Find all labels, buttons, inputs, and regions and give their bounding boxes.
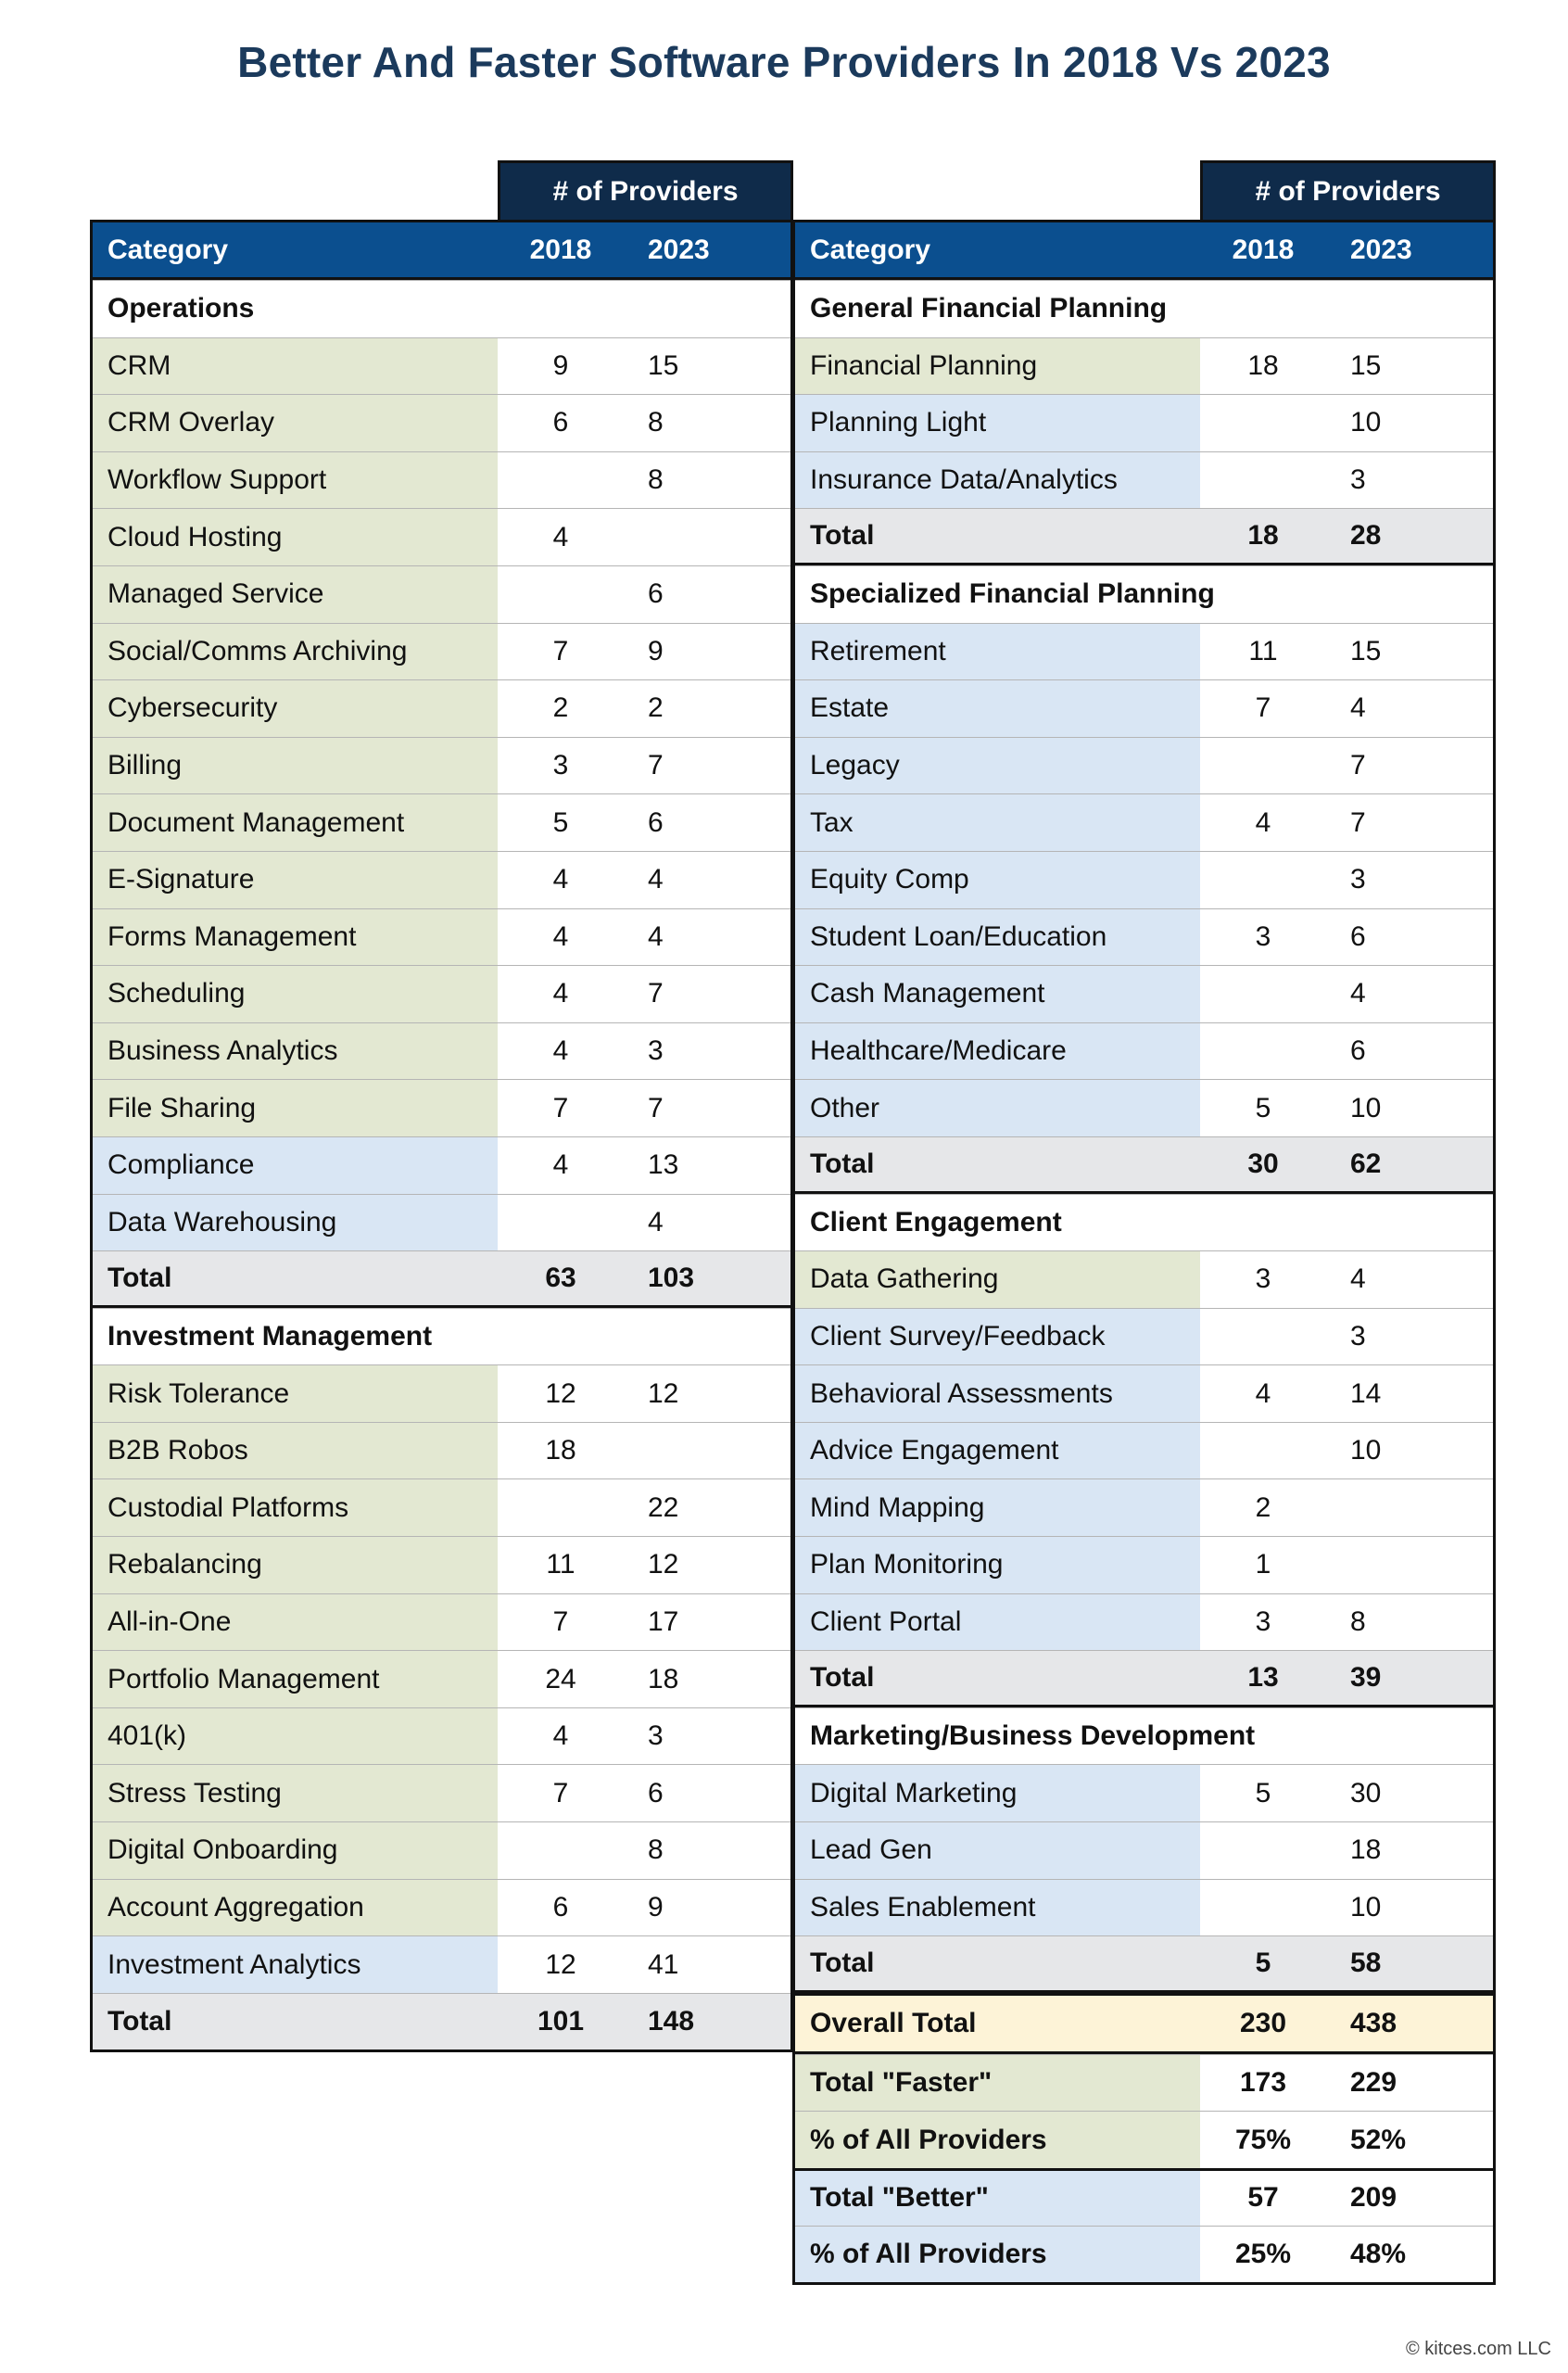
summary-row bbox=[795, 2054, 1493, 2112]
category-cell: Scheduling bbox=[93, 966, 498, 1022]
table-row bbox=[93, 623, 790, 680]
table-row bbox=[93, 337, 790, 395]
category-cell: Compliance bbox=[93, 1137, 498, 1194]
category-cell: Total bbox=[810, 1148, 875, 1179]
category-cell: CRM Overlay bbox=[93, 395, 498, 451]
table-row bbox=[93, 1478, 790, 1536]
value-2023-cell: 3 bbox=[1350, 1320, 1366, 1351]
value-2018-cell bbox=[1200, 1880, 1326, 1936]
total-row bbox=[795, 1650, 1493, 1707]
value-2018-cell: 30 bbox=[1247, 1148, 1279, 1179]
category-cell: Legacy bbox=[795, 738, 1200, 794]
total-row bbox=[795, 1935, 1493, 1993]
table-row bbox=[795, 793, 1493, 851]
value-2023-cell: 10 bbox=[1350, 1891, 1382, 1923]
value-2018-cell bbox=[1200, 852, 1326, 908]
category-cell: Equity Comp bbox=[795, 852, 1200, 908]
table-row bbox=[795, 337, 1493, 395]
value-2018-cell: 12 bbox=[545, 1948, 576, 1980]
total-row bbox=[93, 1993, 790, 2050]
value-2018-cell: 9 bbox=[552, 349, 569, 381]
table-row bbox=[93, 394, 790, 451]
section-title: Investment Management bbox=[107, 1320, 433, 1351]
table-row bbox=[93, 1650, 790, 1707]
value-2018-cell: 11 bbox=[1248, 635, 1278, 666]
value-2023-cell bbox=[1326, 1479, 1493, 1536]
table-row bbox=[795, 1536, 1493, 1593]
value-2023-cell: 15 bbox=[1350, 349, 1382, 381]
value-2018-cell: 101 bbox=[537, 2006, 585, 2037]
table-row bbox=[795, 737, 1493, 794]
category-cell: Account Aggregation bbox=[93, 1880, 498, 1936]
category-cell: Total "Better" bbox=[795, 2171, 1200, 2226]
category-cell: Student Loan/Education bbox=[795, 909, 1200, 966]
value-2023-cell: 6 bbox=[648, 1777, 664, 1808]
value-2023-cell: 8 bbox=[648, 407, 664, 438]
value-2018-cell: 4 bbox=[552, 978, 569, 1009]
value-2023-cell: 12 bbox=[648, 1377, 679, 1409]
category-cell: Rebalancing bbox=[93, 1537, 498, 1593]
table-row bbox=[93, 508, 790, 565]
value-2018-cell: 5 bbox=[1255, 1777, 1271, 1808]
table-row bbox=[795, 679, 1493, 737]
table-row bbox=[93, 1022, 790, 1080]
value-2018-cell bbox=[1200, 738, 1326, 794]
category-cell: Total bbox=[107, 2006, 172, 2037]
section-header-row bbox=[795, 1707, 1493, 1765]
value-2018-cell: 4 bbox=[1255, 806, 1271, 838]
value-2023-cell: 7 bbox=[648, 978, 664, 1009]
value-2018-cell: 4 bbox=[1255, 1377, 1271, 1409]
value-2023-cell: 4 bbox=[648, 920, 664, 952]
table-row bbox=[93, 679, 790, 737]
category-cell: CRM bbox=[93, 338, 498, 395]
value-2018-cell bbox=[1200, 1309, 1326, 1365]
category-header: Category bbox=[810, 234, 931, 265]
table-row bbox=[93, 1079, 790, 1136]
value-2018-cell: 75% bbox=[1234, 2124, 1292, 2155]
value-2018-cell: 4 bbox=[552, 920, 569, 952]
table-row bbox=[795, 1593, 1493, 1651]
value-2023-cell: 30 bbox=[1350, 1777, 1382, 1808]
value-2023-cell: 4 bbox=[648, 1206, 664, 1237]
value-2018-cell: 63 bbox=[545, 1262, 576, 1293]
value-2018-cell: 4 bbox=[552, 864, 569, 895]
category-cell: Lead Gen bbox=[795, 1822, 1200, 1879]
section-header-row bbox=[93, 280, 790, 337]
category-cell: 401(k) bbox=[93, 1708, 498, 1765]
value-2023-cell: 2 bbox=[648, 692, 664, 724]
right-table-panel bbox=[792, 160, 1496, 2285]
category-cell: Estate bbox=[795, 680, 1200, 737]
category-cell: Custodial Platforms bbox=[93, 1479, 498, 1536]
value-2018-cell: 6 bbox=[552, 407, 569, 438]
table-row bbox=[93, 1821, 790, 1879]
value-2023-cell: 7 bbox=[1350, 750, 1366, 781]
category-cell: Managed Service bbox=[93, 566, 498, 623]
category-cell: Risk Tolerance bbox=[93, 1365, 498, 1422]
category-cell: Total bbox=[810, 520, 875, 552]
value-2023-cell: 4 bbox=[648, 864, 664, 895]
category-cell: Social/Comms Archiving bbox=[93, 624, 498, 680]
value-2018-cell bbox=[498, 1822, 624, 1879]
category-cell: % of All Providers bbox=[795, 2227, 1200, 2283]
category-cell: Digital Marketing bbox=[795, 1765, 1200, 1821]
table-row bbox=[795, 1250, 1493, 1308]
category-cell: Behavioral Assessments bbox=[795, 1365, 1200, 1422]
table-row bbox=[93, 1935, 790, 1993]
value-2023-cell: 9 bbox=[648, 635, 664, 666]
value-2018-cell: 18 bbox=[1247, 520, 1279, 552]
category-cell: Total bbox=[107, 1262, 172, 1293]
category-cell: All-in-One bbox=[93, 1594, 498, 1651]
value-2023-cell: 148 bbox=[648, 2006, 695, 2037]
table-row bbox=[795, 965, 1493, 1022]
value-2023-cell: 10 bbox=[1350, 407, 1382, 438]
providers-header: # of Providers bbox=[1200, 160, 1496, 220]
category-cell: Cash Management bbox=[795, 966, 1200, 1022]
value-2023-cell: 4 bbox=[1350, 692, 1366, 724]
value-2018-cell: 3 bbox=[1255, 1263, 1271, 1295]
column-header-row bbox=[93, 222, 790, 280]
table-row bbox=[93, 1422, 790, 1479]
value-2018-cell bbox=[498, 566, 624, 623]
table-row bbox=[93, 1764, 790, 1821]
value-2023-cell: 3 bbox=[648, 1720, 664, 1752]
category-cell: B2B Robos bbox=[93, 1423, 498, 1479]
value-2018-cell: 4 bbox=[552, 1720, 569, 1752]
year-2018-header: 2018 bbox=[529, 234, 592, 265]
table-row bbox=[93, 451, 790, 509]
category-cell: Total bbox=[810, 1662, 875, 1694]
value-2018-cell bbox=[1200, 966, 1326, 1022]
category-cell: Investment Analytics bbox=[93, 1936, 498, 1993]
value-2018-cell: 5 bbox=[1255, 1948, 1271, 1979]
section-header-row bbox=[795, 565, 1493, 623]
value-2023-cell: 62 bbox=[1350, 1148, 1382, 1179]
section-title: Specialized Financial Planning bbox=[810, 578, 1215, 610]
providers-header-row bbox=[90, 160, 793, 220]
table-row bbox=[795, 1764, 1493, 1821]
table-row bbox=[93, 965, 790, 1022]
table-row bbox=[93, 737, 790, 794]
value-2018-cell: 2 bbox=[552, 692, 569, 724]
table-row bbox=[93, 565, 790, 623]
table-row bbox=[795, 1079, 1493, 1136]
value-2023-cell: 209 bbox=[1350, 2182, 1397, 2214]
value-2023-cell: 4 bbox=[1350, 1263, 1366, 1295]
table-row bbox=[795, 394, 1493, 451]
value-2023-cell bbox=[624, 509, 790, 565]
value-2018-cell: 4 bbox=[552, 1149, 569, 1181]
value-2018-cell: 18 bbox=[545, 1435, 576, 1466]
category-cell: File Sharing bbox=[93, 1080, 498, 1136]
category-cell: Advice Engagement bbox=[795, 1423, 1200, 1479]
table-row bbox=[795, 1022, 1493, 1080]
value-2018-cell: 7 bbox=[552, 1092, 569, 1123]
value-2023-cell: 9 bbox=[648, 1891, 664, 1923]
value-2018-cell bbox=[1200, 1822, 1326, 1879]
value-2023-cell: 14 bbox=[1350, 1377, 1382, 1409]
section-header-row bbox=[795, 1194, 1493, 1251]
value-2023-cell: 48% bbox=[1350, 2238, 1407, 2269]
value-2018-cell: 4 bbox=[552, 1035, 569, 1067]
value-2023-cell: 229 bbox=[1350, 2067, 1397, 2099]
table-row bbox=[795, 1821, 1493, 1879]
value-2018-cell: 5 bbox=[552, 806, 569, 838]
category-cell: Cybersecurity bbox=[93, 680, 498, 737]
value-2018-cell: 1 bbox=[1255, 1549, 1271, 1580]
section-title: General Financial Planning bbox=[810, 293, 1168, 324]
table-row bbox=[93, 1136, 790, 1194]
value-2023-cell: 8 bbox=[648, 1834, 664, 1866]
category-cell: Tax bbox=[795, 794, 1200, 851]
category-cell: Healthcare/Medicare bbox=[795, 1023, 1200, 1080]
category-cell: Data Warehousing bbox=[93, 1195, 498, 1251]
table-row bbox=[795, 1879, 1493, 1936]
value-2018-cell: 24 bbox=[545, 1663, 576, 1694]
category-cell: Client Survey/Feedback bbox=[795, 1309, 1200, 1365]
table-row bbox=[795, 1364, 1493, 1422]
section-header-row bbox=[795, 280, 1493, 337]
value-2018-cell: 5 bbox=[1255, 1092, 1271, 1123]
value-2018-cell bbox=[1200, 452, 1326, 509]
section-title: Marketing/Business Development bbox=[810, 1720, 1256, 1752]
summary-row bbox=[795, 1993, 1493, 2054]
category-cell: Portfolio Management bbox=[93, 1651, 498, 1707]
table-row bbox=[795, 851, 1493, 908]
value-2018-cell: 11 bbox=[546, 1549, 575, 1580]
left-table bbox=[90, 220, 793, 2052]
value-2023-cell: 22 bbox=[648, 1491, 679, 1523]
value-2023-cell: 7 bbox=[648, 750, 664, 781]
table-row bbox=[93, 1194, 790, 1251]
value-2018-cell: 4 bbox=[552, 521, 569, 552]
value-2023-cell: 15 bbox=[648, 349, 679, 381]
category-header: Category bbox=[107, 234, 229, 265]
value-2023-cell: 41 bbox=[648, 1948, 679, 1980]
table-row bbox=[93, 908, 790, 966]
value-2023-cell bbox=[624, 1423, 790, 1479]
total-row bbox=[93, 1250, 790, 1308]
summary-row bbox=[795, 2168, 1493, 2226]
value-2018-cell bbox=[498, 1195, 624, 1251]
value-2018-cell: 173 bbox=[1239, 2067, 1287, 2099]
value-2018-cell: 13 bbox=[1247, 1662, 1279, 1694]
category-cell: Billing bbox=[93, 738, 498, 794]
value-2023-cell: 6 bbox=[648, 578, 664, 610]
value-2023-cell: 17 bbox=[648, 1605, 679, 1637]
total-row bbox=[795, 508, 1493, 565]
category-cell: Workflow Support bbox=[93, 452, 498, 509]
value-2018-cell: 3 bbox=[552, 750, 569, 781]
value-2018-cell bbox=[1200, 1423, 1326, 1479]
value-2023-cell: 438 bbox=[1350, 2007, 1397, 2038]
table-row bbox=[795, 623, 1493, 680]
category-cell: Overall Total bbox=[810, 2007, 977, 2038]
value-2023-cell: 6 bbox=[648, 806, 664, 838]
table-row bbox=[795, 1422, 1493, 1479]
value-2023-cell: 7 bbox=[1350, 806, 1366, 838]
value-2023-cell: 39 bbox=[1350, 1662, 1382, 1694]
value-2023-cell: 3 bbox=[1350, 864, 1366, 895]
value-2023-cell: 8 bbox=[648, 464, 664, 496]
value-2023-cell: 103 bbox=[648, 1262, 695, 1293]
value-2018-cell bbox=[498, 452, 624, 509]
value-2023-cell: 58 bbox=[1350, 1948, 1382, 1979]
value-2023-cell: 10 bbox=[1350, 1092, 1382, 1123]
section-title: Client Engagement bbox=[810, 1206, 1062, 1237]
value-2023-cell: 10 bbox=[1350, 1435, 1382, 1466]
value-2023-cell: 3 bbox=[648, 1035, 664, 1067]
category-cell: Plan Monitoring bbox=[795, 1537, 1200, 1593]
section-header-row bbox=[93, 1308, 790, 1365]
category-cell: Mind Mapping bbox=[795, 1479, 1200, 1536]
table-row bbox=[795, 451, 1493, 509]
value-2023-cell: 12 bbox=[648, 1549, 679, 1580]
value-2023-cell: 4 bbox=[1350, 978, 1366, 1009]
value-2018-cell bbox=[1200, 1023, 1326, 1080]
table-row bbox=[93, 1707, 790, 1765]
page-title: Better And Faster Software Providers In 2018 Vs 2023 bbox=[237, 38, 1331, 86]
category-cell: Client Portal bbox=[795, 1594, 1200, 1651]
table-row bbox=[795, 1478, 1493, 1536]
value-2018-cell: 7 bbox=[552, 635, 569, 666]
total-row bbox=[795, 1136, 1493, 1194]
value-2018-cell: 57 bbox=[1247, 2182, 1279, 2214]
category-cell: Insurance Data/Analytics bbox=[795, 452, 1200, 509]
table-row bbox=[93, 851, 790, 908]
value-2018-cell: 3 bbox=[1255, 1605, 1271, 1637]
value-2023-cell bbox=[1326, 1537, 1493, 1593]
category-cell: Total bbox=[810, 1948, 875, 1979]
category-cell: Total "Faster" bbox=[795, 2055, 1200, 2112]
table-row bbox=[795, 908, 1493, 966]
providers-header-row bbox=[792, 160, 1496, 220]
value-2018-cell: 25% bbox=[1234, 2238, 1292, 2269]
year-2018-header: 2018 bbox=[1232, 234, 1295, 265]
value-2018-cell bbox=[498, 1479, 624, 1536]
summary-row bbox=[795, 2226, 1493, 2283]
value-2018-cell: 3 bbox=[1255, 920, 1271, 952]
value-2023-cell: 18 bbox=[1350, 1834, 1382, 1866]
category-cell: Forms Management bbox=[93, 909, 498, 966]
value-2023-cell: 18 bbox=[648, 1663, 679, 1694]
left-table-panel bbox=[90, 160, 793, 2052]
value-2023-cell: 6 bbox=[1350, 1035, 1366, 1067]
category-cell: Sales Enablement bbox=[795, 1880, 1200, 1936]
category-cell: Cloud Hosting bbox=[93, 509, 498, 565]
column-header-row bbox=[795, 222, 1493, 280]
value-2023-cell: 15 bbox=[1350, 635, 1382, 666]
category-cell: Business Analytics bbox=[93, 1023, 498, 1080]
table-row bbox=[93, 1593, 790, 1651]
value-2018-cell: 7 bbox=[552, 1605, 569, 1637]
value-2023-cell: 7 bbox=[648, 1092, 664, 1123]
right-table bbox=[792, 220, 1496, 2285]
category-cell: Digital Onboarding bbox=[93, 1822, 498, 1879]
table-row bbox=[93, 1879, 790, 1936]
value-2018-cell: 7 bbox=[552, 1777, 569, 1808]
category-cell: % of All Providers bbox=[795, 2112, 1200, 2168]
value-2023-cell: 13 bbox=[648, 1149, 679, 1181]
category-cell: Stress Testing bbox=[93, 1765, 498, 1821]
category-cell: Document Management bbox=[93, 794, 498, 851]
value-2018-cell: 6 bbox=[552, 1891, 569, 1923]
category-cell: E-Signature bbox=[93, 852, 498, 908]
value-2023-cell: 28 bbox=[1350, 520, 1382, 552]
category-cell: Retirement bbox=[795, 624, 1200, 680]
table-row bbox=[795, 1308, 1493, 1365]
summary-row bbox=[795, 2111, 1493, 2168]
table-row bbox=[93, 793, 790, 851]
value-2018-cell: 230 bbox=[1239, 2007, 1287, 2038]
value-2018-cell: 12 bbox=[545, 1377, 576, 1409]
category-cell: Other bbox=[795, 1080, 1200, 1136]
value-2018-cell: 7 bbox=[1255, 692, 1271, 724]
value-2023-cell: 6 bbox=[1350, 920, 1366, 952]
table-row bbox=[93, 1536, 790, 1593]
table-row bbox=[93, 1364, 790, 1422]
value-2023-cell: 3 bbox=[1350, 464, 1366, 496]
value-2018-cell: 18 bbox=[1247, 349, 1279, 381]
providers-header: # of Providers bbox=[498, 160, 793, 220]
value-2018-cell: 2 bbox=[1255, 1491, 1271, 1523]
category-cell: Data Gathering bbox=[795, 1251, 1200, 1308]
copyright-credit: © kitces.com LLC bbox=[1405, 2339, 1551, 2359]
year-2023-header: 2023 bbox=[1350, 234, 1412, 265]
section-title: Operations bbox=[107, 293, 255, 324]
year-2023-header: 2023 bbox=[648, 234, 710, 265]
value-2018-cell bbox=[1200, 395, 1326, 451]
category-cell: Financial Planning bbox=[795, 338, 1200, 395]
value-2023-cell: 52% bbox=[1350, 2124, 1407, 2155]
value-2023-cell: 8 bbox=[1350, 1605, 1366, 1637]
category-cell: Planning Light bbox=[795, 395, 1200, 451]
